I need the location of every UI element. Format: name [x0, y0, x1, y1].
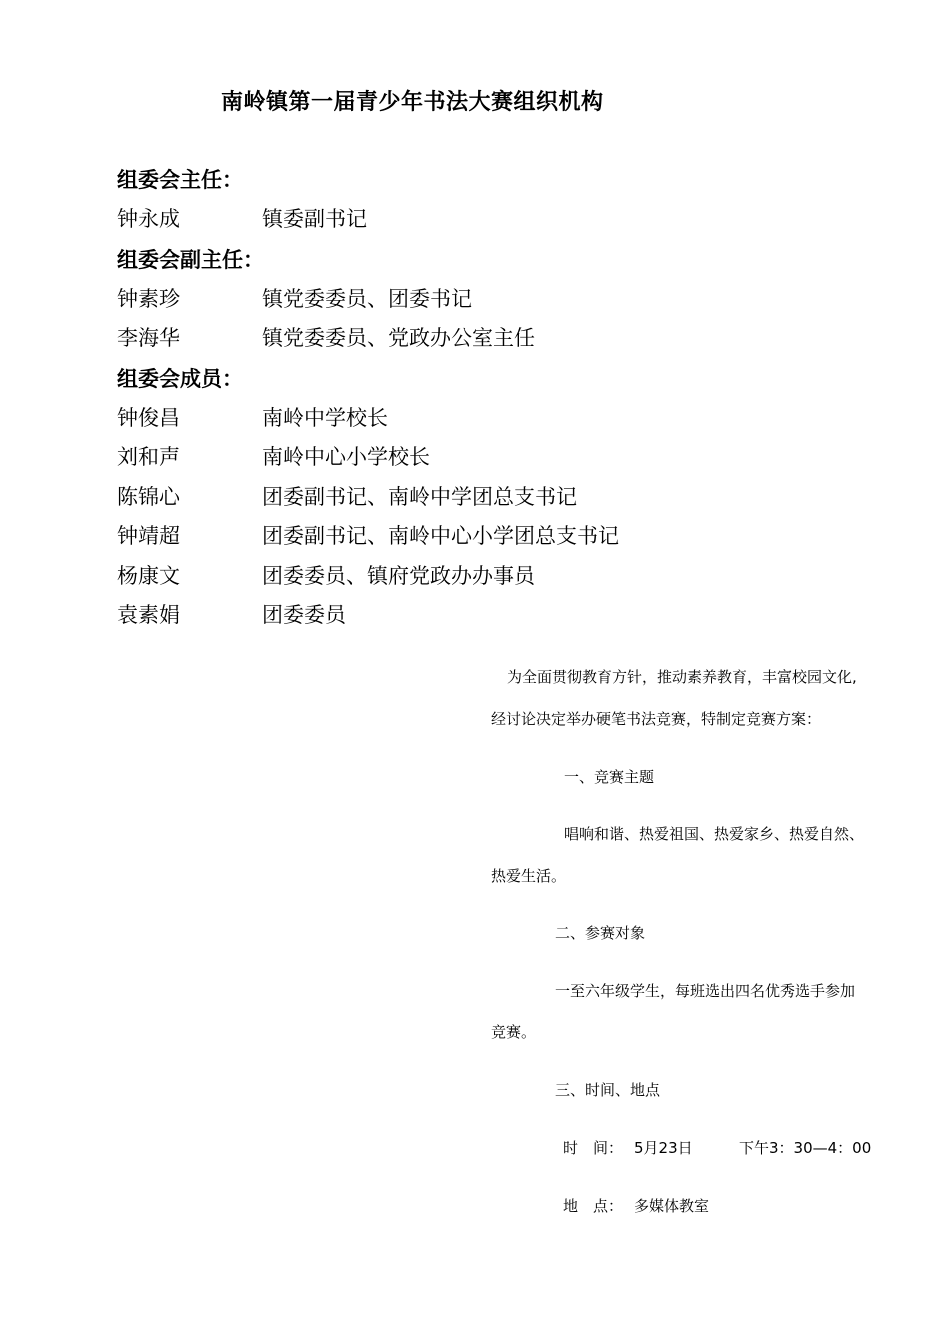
member-row	[117, 478, 837, 518]
member-name: 钟永成	[117, 207, 180, 231]
member-row	[117, 557, 837, 597]
member-name: 刘和声	[117, 445, 180, 469]
member-role: 镇党委委员、党政办公室主任	[262, 326, 535, 350]
participants-text-continued: 竞赛。	[491, 1023, 537, 1041]
member-role: 团委委员	[262, 603, 346, 627]
director-row	[117, 200, 837, 240]
theme-text-continued: 热爱生活。	[491, 867, 567, 885]
place-value: 多媒体教室	[634, 1197, 710, 1215]
director-heading: 组委会主任：	[117, 168, 243, 192]
members-heading: 组委会成员：	[117, 366, 243, 391]
member-name: 钟靖超	[117, 524, 180, 548]
intro-paragraph-continued: 经讨论决定举办硬笔书法竞赛，特制定竞赛方案：	[491, 710, 822, 728]
time-label: 时 间：	[563, 1139, 624, 1157]
member-name: 袁素娟	[117, 603, 180, 627]
deputy-row	[117, 280, 837, 320]
member-name: 钟俊昌	[117, 405, 180, 430]
member-name: 李海华	[117, 326, 180, 350]
member-row	[117, 438, 837, 478]
theme-text: 唱响和谐、热爱祖国、热爱家乡、热爱自然、	[564, 825, 865, 843]
time-date: 5月23日	[634, 1139, 693, 1157]
time-hours: 下午3：30—4：00	[739, 1139, 872, 1157]
deputy-heading: 组委会副主任：	[117, 247, 264, 272]
member-role: 团委副书记、南岭中心小学团总支书记	[262, 524, 619, 548]
participants-text: 一至六年级学生，每班选出四名优秀选手参加	[555, 982, 856, 1000]
member-role: 团委委员、镇府党政办办事员	[262, 563, 535, 588]
member-role: 南岭中心小学校长	[262, 445, 430, 469]
member-row	[117, 517, 837, 557]
organization-list	[117, 160, 837, 636]
member-row	[117, 596, 837, 636]
section-theme-heading: 一、竞赛主题	[564, 768, 655, 786]
member-role: 镇党委委员、团委书记	[262, 286, 472, 311]
intro-paragraph: 为全面贯彻教育方针，推动素养教育，丰富校园文化,	[507, 668, 857, 686]
member-name: 陈锦心	[117, 484, 180, 509]
member-role: 镇委副书记	[262, 207, 367, 231]
member-role: 南岭中学校长	[262, 405, 388, 430]
document-title: 南岭镇第一届青少年书法大赛组织机构	[221, 90, 604, 115]
deputy-row	[117, 319, 837, 359]
member-name: 杨康文	[117, 563, 180, 588]
member-role: 团委副书记、南岭中学团总支书记	[262, 484, 577, 509]
member-row	[117, 399, 837, 439]
member-name: 钟素珍	[117, 286, 180, 311]
section-time-place-heading: 三、时间、地点	[555, 1081, 661, 1099]
place-label: 地 点：	[563, 1197, 624, 1215]
section-participants-heading: 二、参赛对象	[555, 924, 646, 942]
